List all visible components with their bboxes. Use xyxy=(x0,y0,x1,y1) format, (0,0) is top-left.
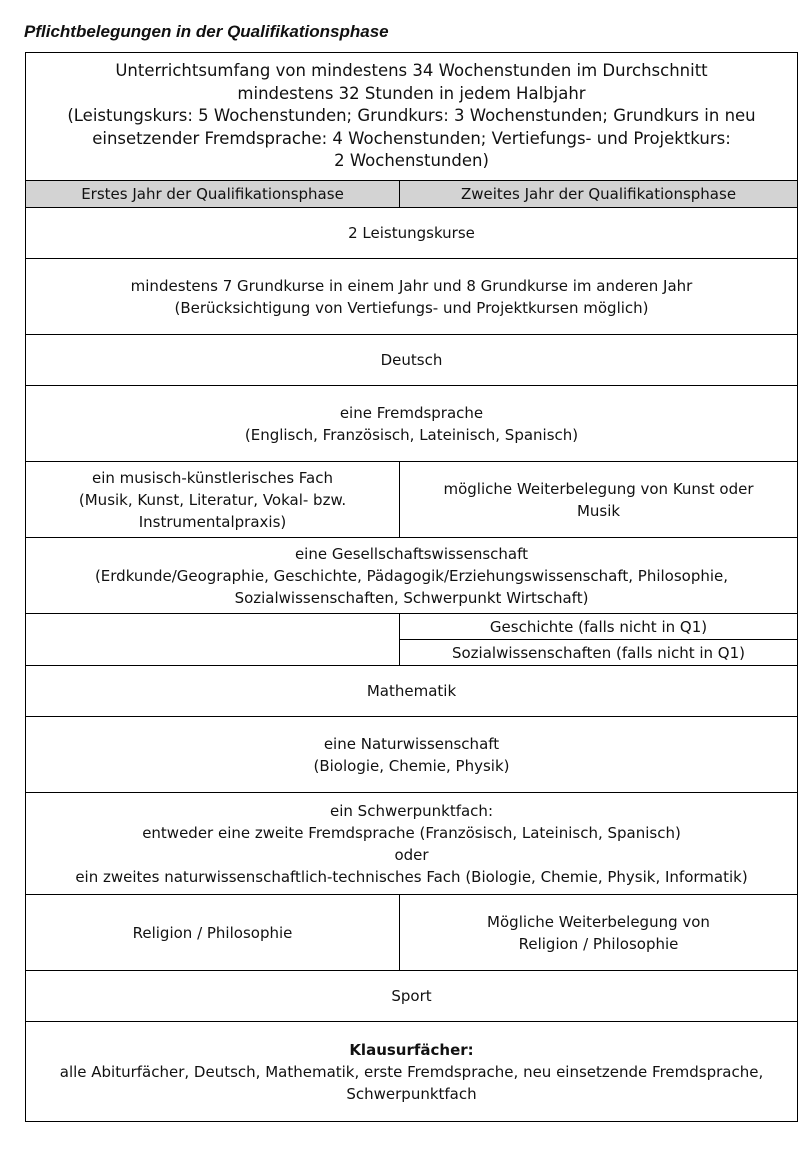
cell-fremdsprache: eine Fremdsprache (Englisch, Französisch, Lateinisch, Spanisch) xyxy=(244,403,579,444)
cell-mathematik: Mathematik xyxy=(366,682,457,700)
cell-sport: Sport xyxy=(391,987,432,1005)
cell-gesellschaft: eine Gesellschaftswissenschaft (Erdkunde/Geographie, Geschichte, Pädagogik/Erziehungswissenschaft, Philosophie, Sozialwissenschaften, Schwerpunkt Wirtschaft) xyxy=(94,544,729,607)
requirements-table xyxy=(25,52,798,1122)
row-religion xyxy=(26,894,797,970)
cell-empty-year1 xyxy=(26,614,400,665)
row-sport xyxy=(26,970,797,1021)
row-deutsch xyxy=(26,334,797,385)
header-line: einsetzender Fremdsprache: 4 Wochenstunden; Vertiefungs- und Projektkurs: xyxy=(92,128,731,148)
row-fremdsprache xyxy=(26,385,797,461)
row-musisch xyxy=(26,461,797,537)
row-naturwissenschaft xyxy=(26,716,797,792)
header-cell xyxy=(26,53,797,180)
row-grundkurse xyxy=(26,258,797,334)
header-line: 2 Wochenstunden) xyxy=(334,151,489,171)
header-line: Unterrichtsumfang von mindestens 34 Wochenstunden im Durchschnitt xyxy=(115,61,708,81)
cell-grundkurse: mindestens 7 Grundkurse in einem Jahr und 8 Grundkurse im anderen Jahr (Berücksichtigung von Vertiefungs- und Projektkursen möglich) xyxy=(130,276,693,317)
cell-musisch-year2: mögliche Weiterbelegung von Kunst oder Musik xyxy=(443,479,754,520)
cell-klausur: Klausurfächer: alle Abiturfächer, Deutsch, Mathematik, erste Fremdsprache, neu einsetzende Fremdsprache, Schwerpunktfach xyxy=(59,1040,764,1103)
row-mathematik xyxy=(26,665,797,716)
cell-naturwissenschaft: eine Naturwissenschaft (Biologie, Chemie, Physik) xyxy=(313,734,510,775)
cell-religion-year1: Religion / Philosophie xyxy=(26,895,400,970)
header-row xyxy=(26,53,797,180)
cell-schwerpunkt: ein Schwerpunktfach: entweder eine zweite Fremdsprache (Französisch, Lateinisch, Spanisch) oder ein zweites naturwissenschaftlich-technisches Fach (Biologie, Chemie, Physik, Informatik) xyxy=(75,801,748,886)
row-leistungskurse xyxy=(26,207,797,258)
cell-sowi: Sozialwissenschaften (falls nicht in Q1) xyxy=(400,639,797,665)
cell-gesellschaft-year2 xyxy=(400,614,797,665)
cell-leistungskurse: 2 Leistungskurse xyxy=(348,224,475,242)
cell-musisch-year1: ein musisch-künstlerisches Fach (Musik, Kunst, Literatur, Vokal- bzw. Instrumentalpraxis) xyxy=(26,462,400,537)
header-line: mindestens 32 Stunden in jedem Halbjahr xyxy=(237,83,586,103)
column-header-year1: Erstes Jahr der Qualifikationsphase xyxy=(26,181,400,207)
page-title: Pflichtbelegungen in der Qualifikationsphase xyxy=(24,22,389,41)
row-klausur xyxy=(26,1021,797,1121)
column-header-row xyxy=(26,180,797,207)
row-gesellschaft xyxy=(26,537,797,613)
row-schwerpunkt xyxy=(26,792,797,894)
cell-geschichte: Geschichte (falls nicht in Q1) xyxy=(489,617,708,636)
header-line: (Leistungskurs: 5 Wochenstunden; Grundkurs: 3 Wochenstunden; Grundkurs in neu xyxy=(67,106,756,126)
row-gesellschaft-q2 xyxy=(26,613,797,665)
column-header-year2: Zweites Jahr der Qualifikationsphase xyxy=(460,185,737,203)
cell-religion-year2: Mögliche Weiterbelegung von Religion / Philosophie xyxy=(487,912,710,953)
cell-deutsch: Deutsch xyxy=(380,351,443,369)
klausur-title: Klausurfächer: xyxy=(349,1040,474,1059)
